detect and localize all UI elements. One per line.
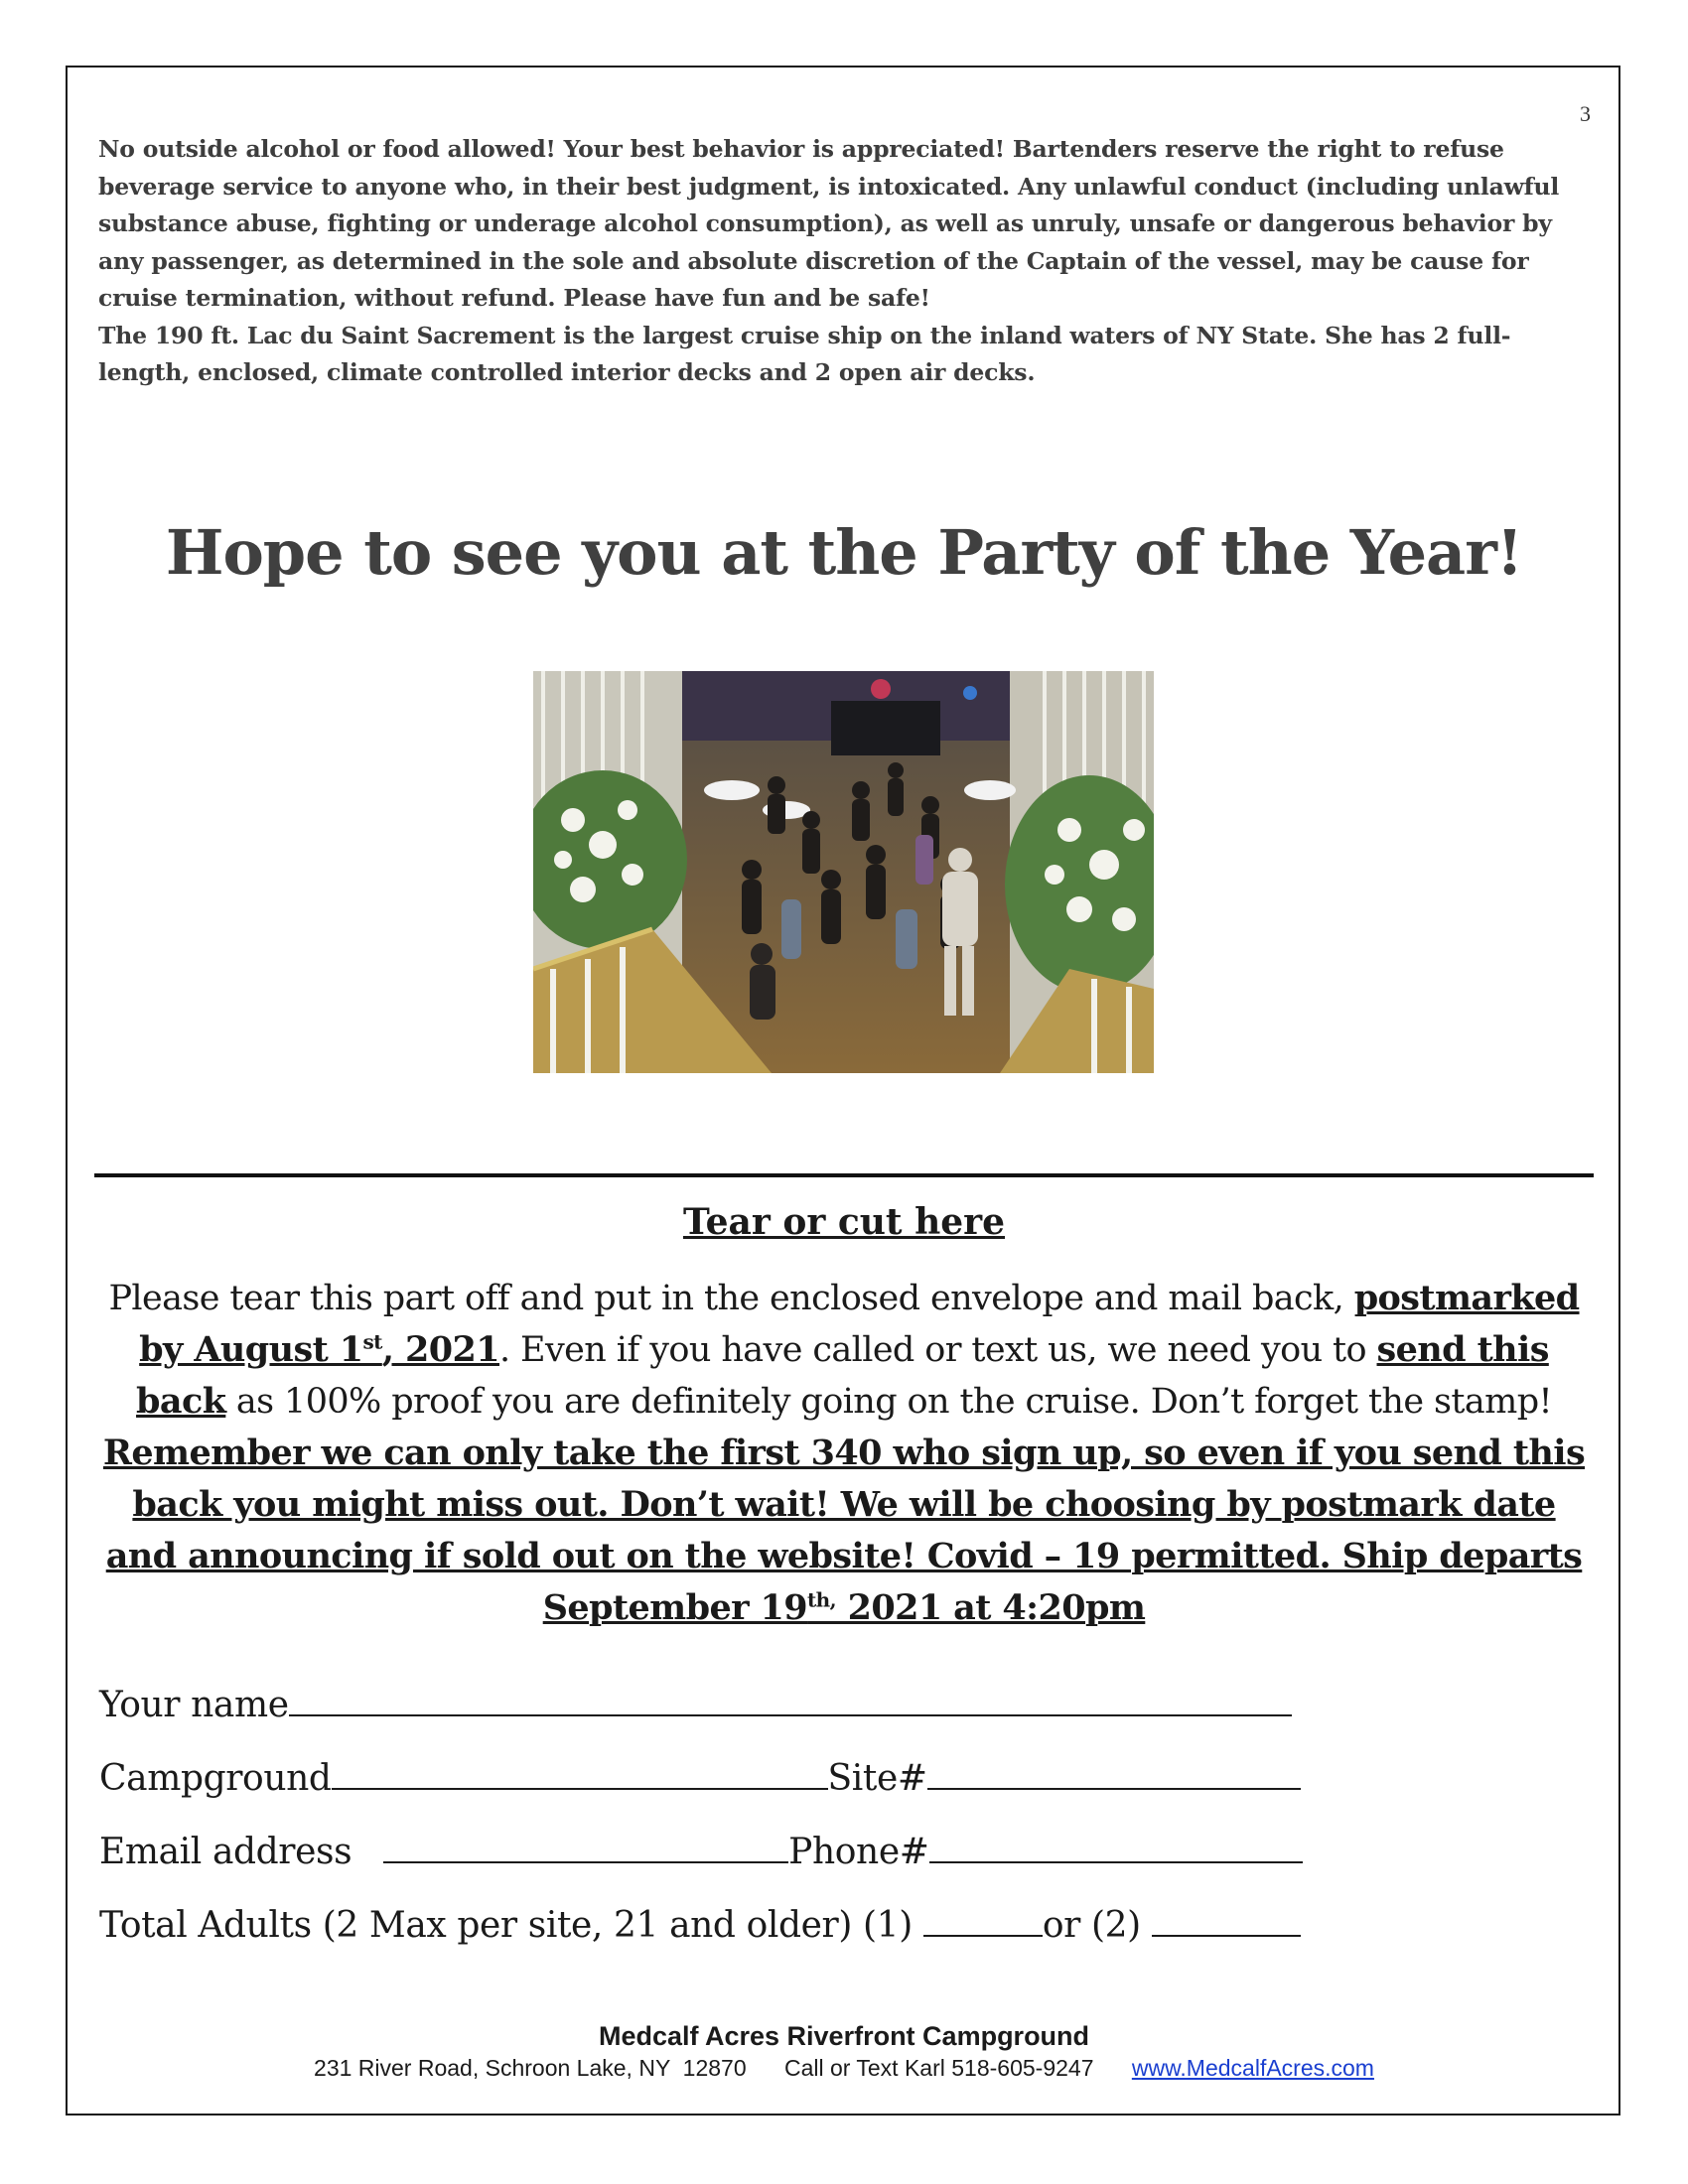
page-number: 3 (1580, 101, 1591, 126)
total-adults-row (99, 1905, 1301, 1946)
adults-or-label: or (2) (1042, 1905, 1152, 1946)
capacity-warning-text: Remember we can only take the first 340 who sign up, so even if you send this back you might miss out. Don’t wait! We will be choosing by postmark date and announcing if sold out on the website! Covid – 19 permitted. Ship departs September 19 (102, 1433, 1586, 1628)
instructions-text: . Even if you have called or text us, we need you to (499, 1330, 1377, 1370)
contact-line (0, 2055, 1688, 2082)
phone-blank[interactable] (929, 1832, 1303, 1863)
send-back-emphasis: send this back (136, 1329, 1549, 1422)
departure-date-suffix: th, (807, 1587, 836, 1612)
cruise-rules (98, 131, 1593, 392)
postmark-deadline-text: postmarked by August 1 (139, 1278, 1580, 1370)
mail-back-instructions (99, 1273, 1589, 1634)
phone-contact: Call or Text Karl 518-605-9247 (783, 2055, 1094, 2081)
campground-site-row (99, 1758, 1301, 1799)
name-blank[interactable] (289, 1685, 1292, 1716)
email-blank[interactable] (383, 1832, 788, 1863)
name-label: Your name (99, 1685, 289, 1725)
email-phone-row (99, 1832, 1303, 1872)
email-label: Email address (99, 1832, 352, 1872)
site-blank[interactable] (927, 1758, 1301, 1790)
website-link[interactable]: www.MedcalfAcres.com (1131, 2055, 1374, 2081)
capacity-warning (103, 1433, 1585, 1628)
ship-description-paragraph: The 190 ft. Lac du Saint Sacrement is the largest cruise ship on the inland waters of NY State. She has 2 full-length, enclosed, climate controlled interior decks and 2 open air decks. (98, 321, 1511, 386)
site-label: Site# (827, 1758, 927, 1799)
campground-name: Medcalf Acres Riverfront Campground (598, 2021, 1090, 2051)
phone-label: Phone# (788, 1832, 929, 1872)
postmark-deadline-year: , 2021 (381, 1329, 499, 1370)
headline: Hope to see you at the Party of the Year! (165, 516, 1523, 589)
adults-one-blank[interactable] (923, 1905, 1043, 1937)
instructions-text: as 100% proof you are definitely going on the cruise. Don’t forget the stamp! (225, 1382, 1552, 1422)
tear-line-divider (94, 1173, 1594, 1177)
campground-blank[interactable] (332, 1758, 828, 1790)
name-field-row (99, 1685, 1292, 1725)
adults-two-blank[interactable] (1152, 1905, 1301, 1937)
postmark-deadline-suffix: st (362, 1329, 382, 1354)
rules-paragraph: No outside alcohol or food allowed! Your best behavior is appreciated! Bartenders reserve the right to refuse beverage service to anyone who, in their best judgment, is intoxicated. Any unlawful conduct (including unlawful substance abuse, fighting or underage alcohol consumption), as well as unruly, unsafe or dangerous behavior by any passenger, as determined in the sole and absolute discretion of the Captain of the vessel, may be cause for cruise termination, without refund. Please have fun and be safe! (98, 135, 1560, 312)
campground-label: Campground (99, 1758, 332, 1799)
address: 231 River Road, Schroon Lake, NY 12870 (314, 2055, 747, 2081)
departure-time: 2021 at 4:20pm (836, 1587, 1146, 1628)
instructions-text: Please tear this part off and put in the enclosed envelope and mail back, (108, 1279, 1354, 1318)
party-photo (533, 671, 1154, 1073)
total-adults-label: Total Adults (2 Max per site, 21 and older) (1) (99, 1905, 923, 1946)
tear-here-label: Tear or cut here (682, 1201, 1006, 1243)
